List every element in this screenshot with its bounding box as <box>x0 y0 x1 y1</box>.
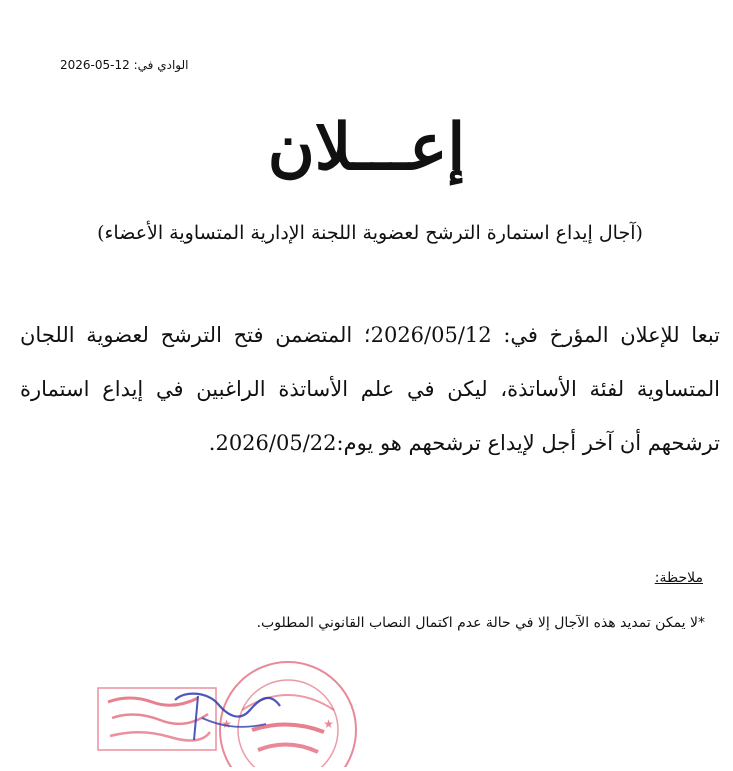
svg-text:★: ★ <box>323 717 334 731</box>
official-stamps-image <box>90 640 370 767</box>
note-text: *لا يمكن تمديد هذه الآجال إلا في حالة عدم اكتمال النصاب القانوني المطلوب. <box>256 615 705 631</box>
stamp-area <box>90 640 370 767</box>
svg-text:★: ★ <box>221 717 232 731</box>
round-seal <box>220 662 356 767</box>
date-line: الوادي في: 12-05-2026 <box>60 58 189 72</box>
page-title: إعـــلان <box>267 110 466 185</box>
announcement-body: تبعا للإعلان المؤرخ في: 2026/05/12؛ المتضمن فتح الترشح لعضوية اللجان المتساوية لفئة الأساتذة، ليكن في علم الأساتذة الراغبين في إيداع استمارة ترشحهم أن آخر أجل لإيداع ترشحهم هو يوم:2026/05/22. <box>20 323 720 455</box>
subtitle: (آجال إيداع استمارة الترشح لعضوية اللجنة الإدارية المتساوية الأعضاء) <box>97 222 643 244</box>
note-label: ملاحظة: <box>654 570 703 586</box>
